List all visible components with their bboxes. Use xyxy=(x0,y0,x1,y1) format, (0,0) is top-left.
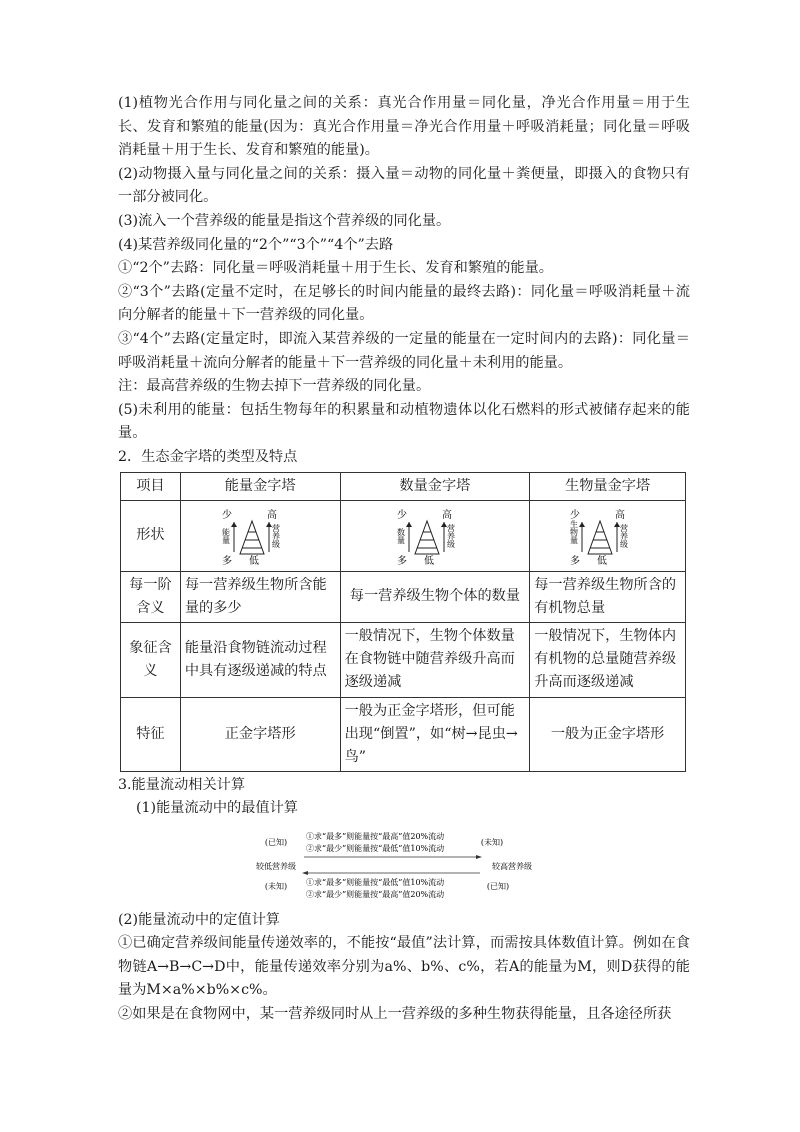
paragraph-two-destinations: ①“2个”去路：同化量＝呼吸消耗量＋用于生长、发育和繁殖的能量。 xyxy=(118,260,553,277)
pyramid-trophic-label: 营养级 xyxy=(446,523,456,548)
row-label-shape: 形状 xyxy=(121,500,181,571)
known-label-top: (已知) xyxy=(264,837,288,847)
top-rule-line-1: ①求“最多”则能量按“最高”值20%流动 xyxy=(306,831,445,841)
pyramid-trophic-label: 营养级 xyxy=(619,523,629,548)
header-energy-pyramid: 能量金字塔 xyxy=(180,472,340,500)
table-row-symbol xyxy=(121,622,686,697)
paragraph-intake: (2)动物摄入量与同化量之间的关系：摄入量＝动物的同化量＋粪便量，即摄入的食物只有一部分被同化。 xyxy=(118,165,690,206)
number-pyramid-cell xyxy=(340,500,530,571)
pyramid-trophic-label: 营养级 xyxy=(271,523,281,548)
lower-trophic-level-label: 较低营养级 xyxy=(256,861,296,871)
pyramid-triangle xyxy=(588,521,612,554)
bottom-arrow-head xyxy=(302,871,308,875)
pyramid-high-label: 高 xyxy=(614,509,625,521)
pyramid-few-label: 少 xyxy=(396,509,407,521)
biomass-meaning-cell: 每一营养级生物所含的有机物总量 xyxy=(530,571,686,622)
energy-pyramid-figure xyxy=(212,506,308,566)
pyramid-triangle xyxy=(240,521,264,554)
paragraph-photosynthesis: (1)植物光合作用与同化量之间的关系：真光合作用量＝同化量，净光合作用量＝用于生长、发育和繁殖的能量(因为：真光合作用量＝净光合作用量＋呼吸消耗量；同化量＝呼吸消耗量＋用于生长、发育和繁殖的能量)。 xyxy=(118,95,690,159)
number-meaning-cell: 每一营养级生物个体的数量 xyxy=(340,571,530,622)
table-row-shape xyxy=(121,500,686,571)
row-label-meaning: 每一阶含义 xyxy=(121,571,181,622)
biomass-symbol-cell: 一般情况下，生物体内有机物的总量随营养级升高而逐级递减 xyxy=(530,622,686,697)
paragraph-destinations-heading: (4)某营养级同化量的“2个”“3个”“4个”去路 xyxy=(118,236,394,253)
pyramid-few-label: 少 xyxy=(569,509,580,521)
paragraph-food-web: ②如果是在食物网中，某一营养级同时从上一营养级的多种生物获得能量，且各途径所获 xyxy=(118,1006,672,1023)
pyramid-triangle xyxy=(415,521,439,554)
known-label-bottom: (已知) xyxy=(486,881,510,891)
pyramid-left-arrow xyxy=(231,522,237,527)
energy-meaning-cell: 每一营养级生物所含能量的多少 xyxy=(180,571,340,622)
row-label-symbol: 象征含义 xyxy=(121,622,181,697)
header-item: 项目 xyxy=(121,472,181,500)
section-2-heading: 2．生态金字塔的类型及特点 xyxy=(118,448,298,465)
pyramid-left-arrow xyxy=(406,522,412,527)
section-3-heading: 3.能量流动相关计算 xyxy=(118,776,246,793)
header-biomass-pyramid: 生物量金字塔 xyxy=(530,472,686,500)
top-arrow-head xyxy=(476,855,482,859)
paragraph-fixed-efficiency: ①已确定营养级间能量传递效率的，不能按“最值”法计算，而需按具体数值计算。例如在食物链A→B→C→D中，能量传递效率分别为a%、b%、c%，若A的能量为M，则D获得的能量为M×a%×b%×c%。 xyxy=(118,935,690,999)
number-feature-cell: 一般为正金字塔形，但可能出现“倒置”，如“树→昆虫→鸟” xyxy=(340,697,530,771)
table-row-meaning xyxy=(121,571,686,622)
pyramid-low-label: 低 xyxy=(249,555,260,566)
pyramid-table xyxy=(120,472,686,772)
bottom-rule-line-2: ②求“最少”则能量按“最高”值20%流动 xyxy=(306,889,445,899)
number-pyramid-figure xyxy=(387,506,483,566)
pyramid-left-arrow xyxy=(579,522,585,527)
energy-feature-cell: 正金字塔形 xyxy=(180,697,340,771)
pyramid-high-label: 高 xyxy=(267,509,278,521)
subsection-fixed-value: (2)能量流动中的定值计算 xyxy=(118,911,280,928)
subsection-extreme-value: (1)能量流动中的最值计算 xyxy=(136,800,298,817)
pyramid-many-label: 多 xyxy=(222,555,233,566)
unknown-label-top: (未知) xyxy=(480,837,504,847)
paragraph-three-destinations: ②“3个”去路(定量不定时，在足够长的时间内能量的最终去路)：同化量＝呼吸消耗量＋流向分解者的能量＋下一营养级的同化量。 xyxy=(118,283,690,324)
unknown-label-bottom: (未知) xyxy=(264,881,288,891)
pyramid-few-label: 少 xyxy=(222,509,233,521)
biomass-pyramid-figure xyxy=(560,506,656,566)
pyramid-many-label: 多 xyxy=(569,555,580,566)
pyramid-left-axis-label: 能量 xyxy=(221,527,231,544)
row-label-feature: 特征 xyxy=(121,697,181,771)
pyramid-many-label: 多 xyxy=(396,555,407,566)
paragraph-unused-energy: (5)未利用的能量：包括生物每年的积累量和动植物遗体以化石燃料的形式被储存起来的能量。 xyxy=(118,401,690,442)
table-header-row xyxy=(121,472,686,500)
paragraph-inflow: (3)流入一个营养级的能量是指这个营养级的同化量。 xyxy=(118,212,451,229)
pyramid-low-label: 低 xyxy=(423,555,434,566)
biomass-feature-cell: 一般为正金字塔形 xyxy=(530,697,686,771)
pyramid-left-axis-label: 生物量 xyxy=(569,519,579,544)
number-symbol-cell: 一般情况下，生物个体数量在食物链中随营养级升高而逐级递减 xyxy=(340,622,530,697)
pyramid-high-label: 高 xyxy=(441,509,452,521)
higher-trophic-level-label: 较高营养级 xyxy=(492,861,532,871)
bottom-rule-line-1: ①求“最多”则能量按“最低”值10%流动 xyxy=(306,877,445,887)
document-page xyxy=(118,92,690,1027)
pyramid-low-label: 低 xyxy=(596,555,607,566)
biomass-pyramid-cell xyxy=(530,500,686,571)
pyramid-left-axis-label: 数量 xyxy=(396,527,406,544)
paragraph-note: 注：最高营养级的生物去掉下一营养级的同化量。 xyxy=(118,378,431,395)
top-rule-line-2: ②求“最少”则能量按“最低”值10%流动 xyxy=(306,843,445,853)
max-min-calculation-diagram xyxy=(254,827,554,903)
header-number-pyramid: 数量金字塔 xyxy=(340,472,530,500)
paragraph-four-destinations: ③“4个”去路(定量定时，即流入某营养级的一定量的能量在一定时间内的去路)：同化量＝呼吸消耗量＋流向分解者的能量＋下一营养级的同化量＋未利用的能量。 xyxy=(118,330,690,371)
table-row-feature xyxy=(121,697,686,771)
energy-pyramid-cell xyxy=(180,500,340,571)
energy-symbol-cell: 能量沿食物链流动过程中具有逐级递减的特点 xyxy=(180,622,340,697)
